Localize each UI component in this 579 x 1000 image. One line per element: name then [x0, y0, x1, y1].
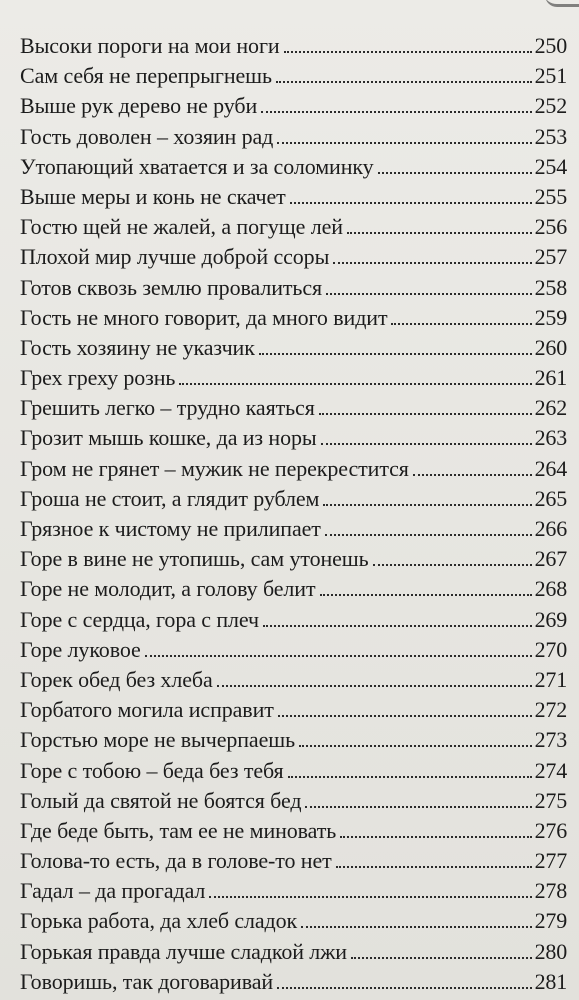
dot-leader [305, 806, 531, 808]
dot-leader [276, 81, 532, 83]
dot-leader [261, 111, 531, 113]
toc-entry [20, 484, 567, 514]
toc-entry [20, 635, 567, 665]
toc-entry-title: Грозит мышь кошке, да из норы [20, 425, 317, 451]
toc-entry-title: Гроша не стоит, а глядит рублем [20, 485, 320, 511]
toc-entry-title: Гость хозяину не указчик [20, 334, 255, 360]
toc-entry-page-number: 270 [534, 636, 567, 662]
toc-entry-page-number: 255 [534, 183, 567, 209]
toc-entry-page-number: 269 [534, 606, 567, 632]
toc-entry-title: Горька работа, да хлеб сладок [20, 908, 298, 934]
dot-leader [145, 655, 532, 657]
toc-entry-page-number: 254 [534, 153, 567, 179]
toc-entry-page-number: 277 [534, 848, 567, 874]
toc-entry [20, 906, 567, 936]
toc-entry [20, 786, 567, 816]
toc-entry [20, 725, 567, 755]
toc-entry-title: Горе не молодит, а голову белит [20, 576, 316, 602]
dot-leader [278, 715, 532, 717]
dot-leader [373, 564, 532, 566]
toc-entry [20, 695, 567, 725]
toc-entry [20, 574, 567, 604]
toc-entry-page-number: 275 [534, 787, 567, 813]
dot-leader [323, 504, 531, 506]
toc-entry [20, 544, 567, 574]
toc-entry-page-number: 272 [534, 697, 567, 723]
toc-entry-title: Гостю щей не жалей, а погуще лей [20, 214, 343, 240]
toc-entry-title: Голый да святой не боятся бед [20, 787, 302, 813]
toc-entry-title: Гром не грянет – мужик не перекрестится [20, 455, 409, 481]
toc-entry-page-number: 257 [534, 244, 567, 270]
dot-leader [351, 957, 532, 959]
toc-entry-title: Гость не много говорит, да много видит [20, 304, 388, 330]
toc-entry [20, 454, 567, 484]
dot-leader [179, 383, 531, 385]
dot-leader [378, 172, 532, 174]
toc-entry-title: Готов сквозь землю провалиться [20, 274, 323, 300]
toc-entry-title: Высоки пороги на мои ноги [20, 33, 280, 58]
dot-leader [347, 232, 532, 234]
toc-entry-title: Где беде быть, там ее не миновать [20, 817, 337, 843]
toc-entry-page-number: 279 [534, 908, 567, 934]
toc-entry-page-number: 268 [534, 576, 567, 602]
toc-entry-title: Горек обед без хлеба [20, 666, 213, 692]
toc-entry-page-number: 263 [534, 425, 567, 451]
toc-entry-page-number: 262 [534, 395, 567, 421]
toc-entry [20, 91, 567, 121]
toc-entry [20, 846, 567, 876]
toc-entry [20, 333, 567, 363]
toc-entry-page-number: 258 [534, 274, 567, 300]
dot-leader [259, 353, 532, 355]
toc-entry-title: Плохой мир лучше доброй ссоры [20, 244, 330, 270]
dot-leader [209, 896, 531, 898]
dot-leader [336, 866, 532, 868]
toc-entry-title: Выше меры и конь не скачет [20, 183, 286, 209]
dot-leader [290, 202, 532, 204]
toc-entry [20, 967, 567, 997]
toc-entry-title: Горе с сердца, гора с плеч [20, 606, 259, 632]
toc-entry-page-number: 265 [534, 485, 567, 511]
dot-leader [217, 685, 532, 687]
toc-entry-title: Утопающий хватается и за соломинку [20, 153, 374, 179]
toc-entry-page-number: 276 [534, 817, 567, 843]
toc-entry-title: Говоришь, так договаривай [20, 968, 274, 994]
toc-entry-page-number: 274 [534, 757, 567, 783]
toc-entry [20, 212, 567, 242]
toc-entry [20, 937, 567, 967]
dot-leader [263, 625, 532, 627]
toc-entry [20, 756, 567, 786]
toc-entry [20, 393, 567, 423]
dot-leader [340, 836, 531, 838]
dot-leader [319, 413, 532, 415]
dot-leader [321, 443, 532, 445]
toc-entry-page-number: 281 [534, 968, 567, 994]
dot-leader [277, 987, 532, 989]
dot-leader [326, 293, 532, 295]
toc-entry [20, 31, 567, 61]
dot-leader [391, 323, 531, 325]
toc-entry-page-number: 260 [534, 334, 567, 360]
toc-entry [20, 514, 567, 544]
toc-entry-title: Гость доволен – хозяин рад [20, 123, 274, 149]
toc-entry-title: Грех греху рознь [20, 365, 176, 391]
toc-entry-title: Голова-то есть, да в голове-то нет [20, 848, 332, 874]
toc-entry-page-number: 252 [534, 93, 567, 119]
toc-entry [20, 122, 567, 152]
dot-leader [277, 142, 531, 144]
toc-entry-page-number: 266 [534, 516, 567, 541]
toc-entry-page-number: 253 [534, 123, 567, 149]
table-of-contents [20, 31, 567, 997]
toc-entry-title: Горькая правда лучше сладкой лжи [20, 938, 347, 964]
toc-entry [20, 242, 567, 272]
toc-entry-page-number: 259 [534, 304, 567, 330]
dot-leader [325, 534, 532, 536]
toc-entry [20, 303, 567, 333]
toc-entry-page-number: 251 [534, 63, 567, 89]
toc-entry [20, 423, 567, 453]
toc-entry-page-number: 261 [534, 365, 567, 391]
dot-leader [320, 594, 532, 596]
toc-entry-title: Горбатого могила исправит [20, 697, 274, 723]
toc-entry-page-number: 250 [534, 33, 567, 58]
toc-entry-page-number: 256 [534, 214, 567, 240]
toc-entry [20, 182, 567, 212]
toc-entry [20, 273, 567, 303]
dot-leader [299, 745, 532, 747]
toc-entry [20, 605, 567, 635]
toc-entry-page-number: 267 [534, 546, 567, 572]
toc-entry-title: Грязное к чистому не прилипает [20, 516, 321, 541]
toc-entry [20, 61, 567, 91]
dot-leader [288, 776, 532, 778]
corner-page-mark [545, 0, 579, 7]
toc-entry-page-number: 264 [534, 455, 567, 481]
toc-entry-title: Горе в вине не утопишь, сам утонешь [20, 546, 369, 572]
toc-entry-title: Горе с тобою – беда без тебя [20, 757, 284, 783]
toc-entry-title: Гадал – да прогадал [20, 878, 206, 904]
toc-entry [20, 152, 567, 182]
toc-entry [20, 363, 567, 393]
toc-entry-title: Сам себя не перепрыгнешь [20, 63, 272, 89]
toc-entry-title: Грешить легко – трудно каяться [20, 395, 315, 421]
toc-entry [20, 665, 567, 695]
toc-entry-page-number: 280 [534, 938, 567, 964]
dot-leader [333, 262, 531, 264]
toc-entry-title: Горе луковое [20, 636, 141, 662]
toc-entry-page-number: 278 [534, 878, 567, 904]
toc-entry-title: Горстью море не вычерпаешь [20, 727, 296, 753]
toc-entry [20, 816, 567, 846]
toc-entry [20, 876, 567, 906]
dot-leader [284, 51, 532, 53]
dot-leader [301, 926, 531, 928]
toc-entry-page-number: 273 [534, 727, 567, 753]
toc-entry-title: Выше рук дерево не руби [20, 93, 258, 119]
toc-entry-page-number: 271 [534, 666, 567, 692]
dot-leader [413, 474, 532, 476]
